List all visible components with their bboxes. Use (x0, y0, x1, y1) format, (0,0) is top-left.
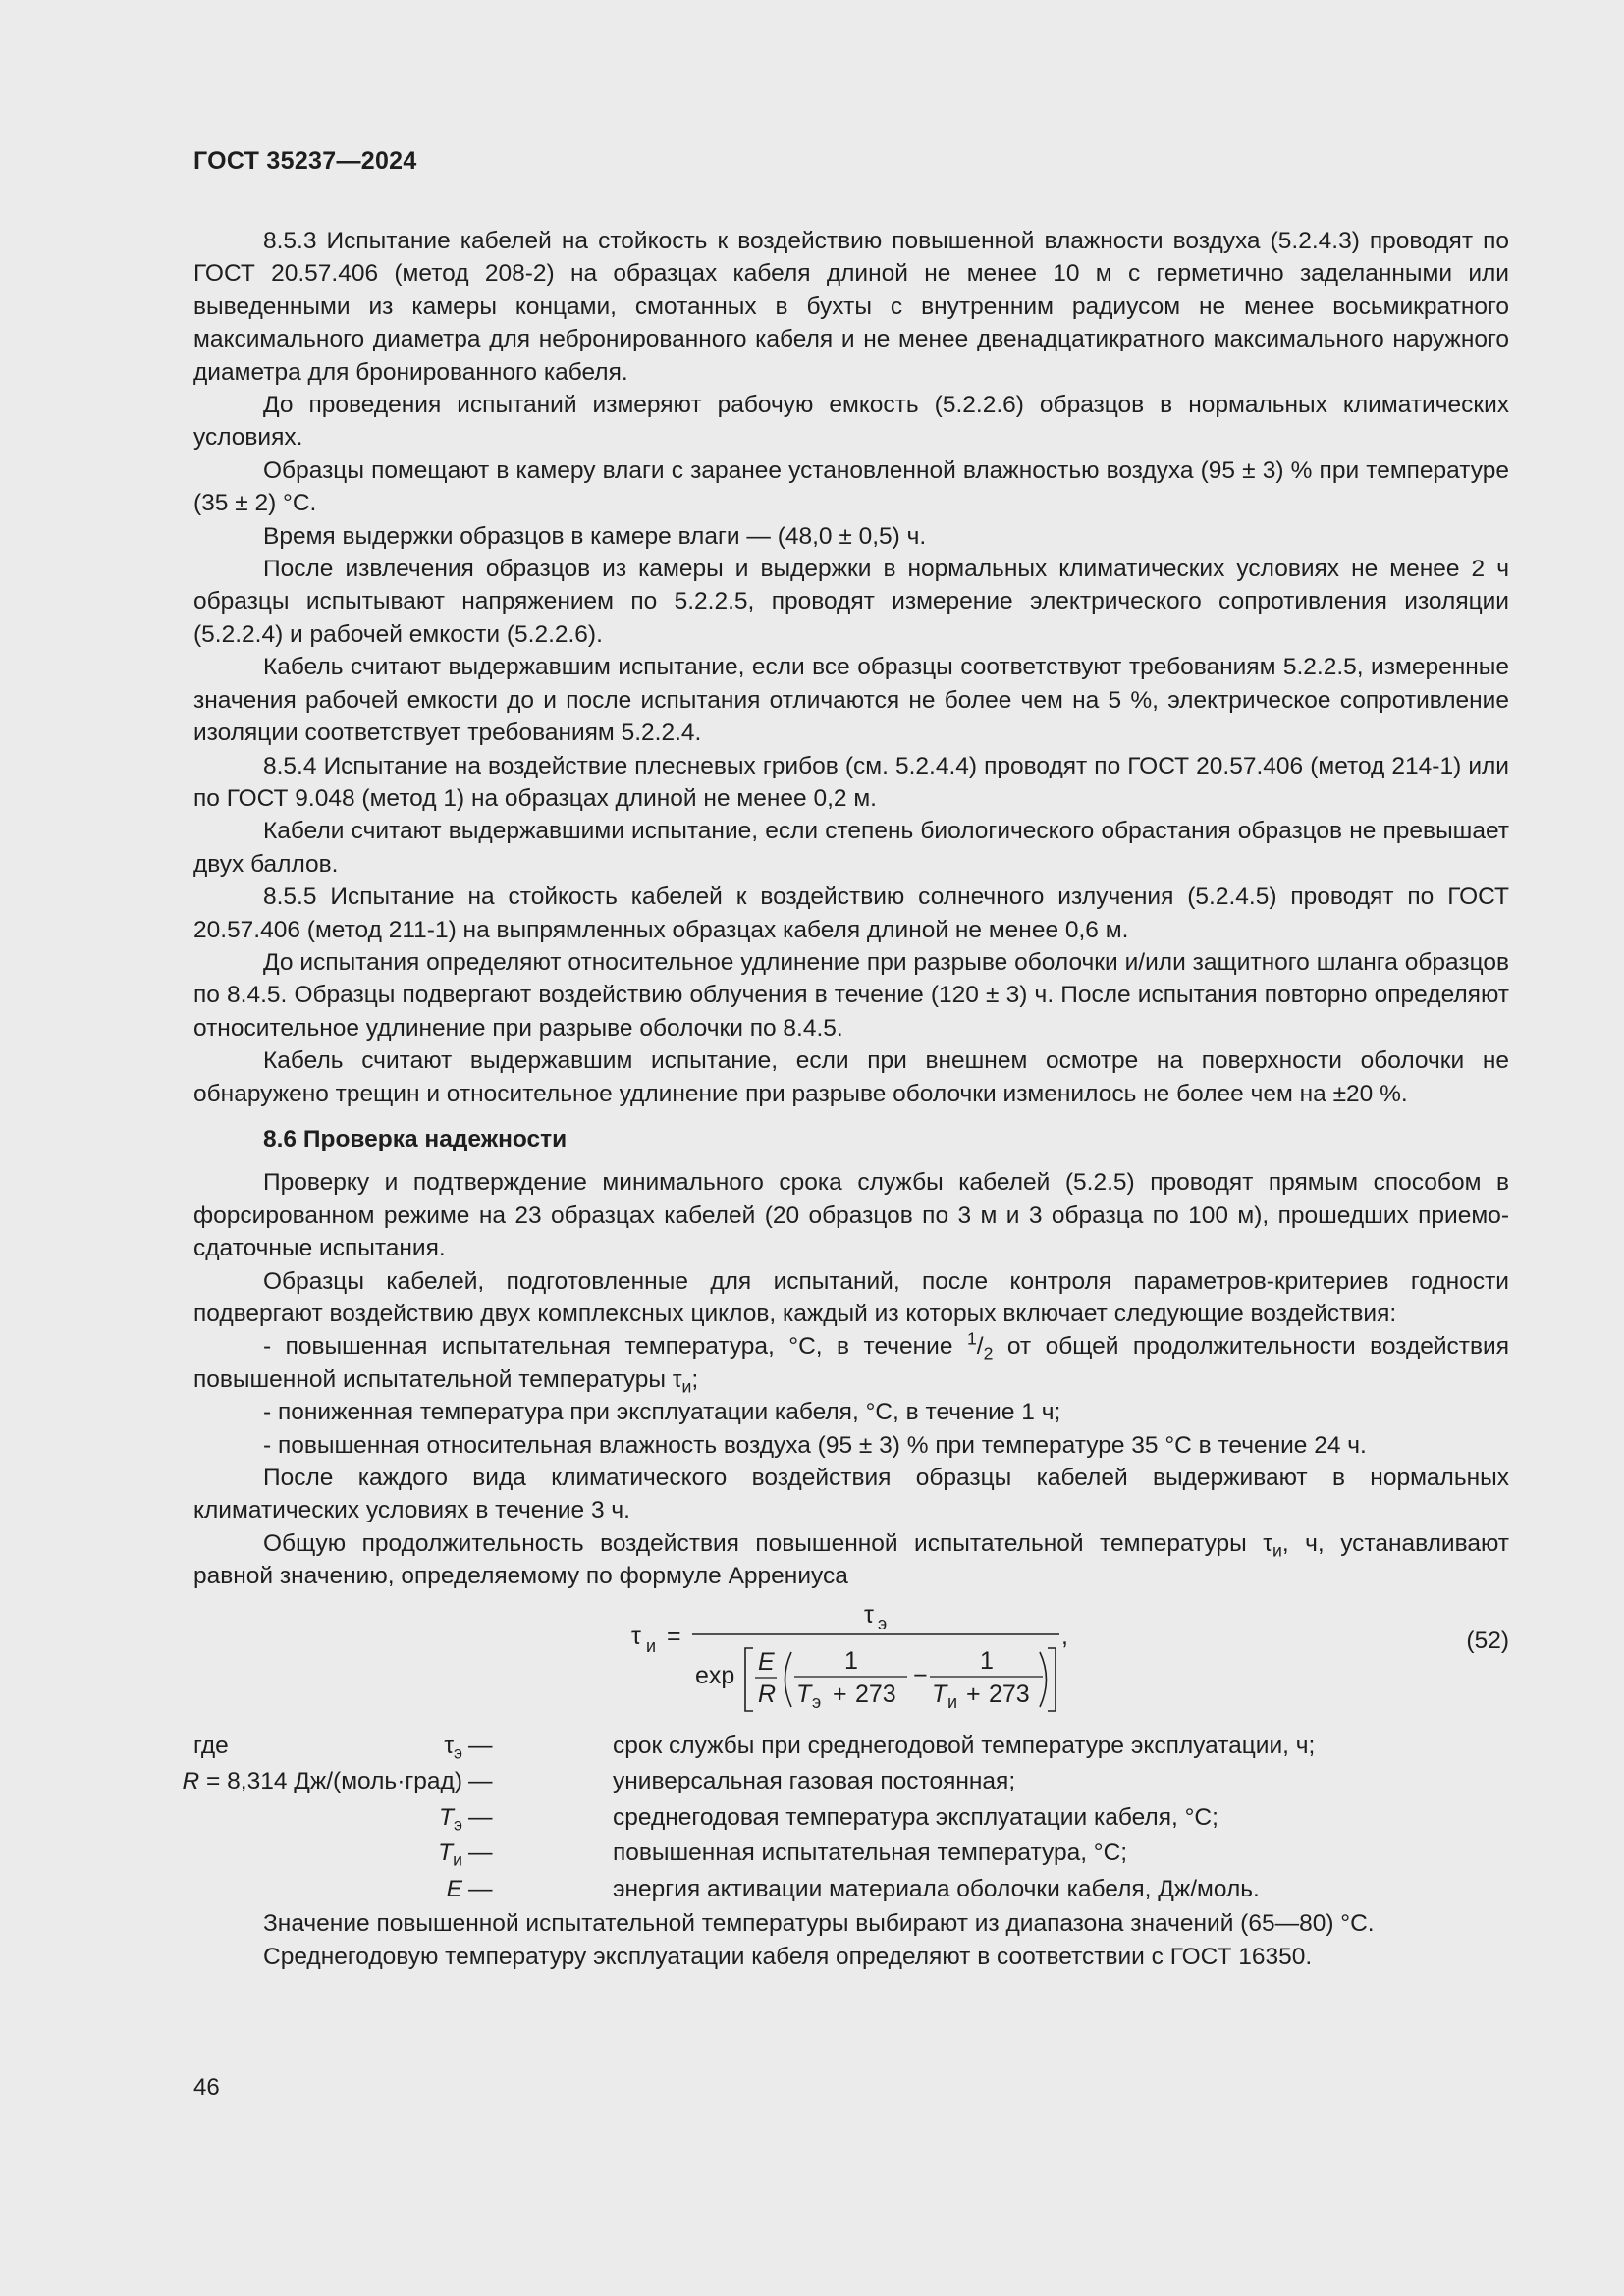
legend-row: E — энергия активации материала оболочки кабеля, Дж/моль. (446, 1875, 1260, 1902)
paragraph: Время выдержки образцов в камере влаги — (48,0 ± 0,5) ч. (263, 522, 927, 550)
paragraph: 8.5.3 Испытание кабелей на стойкость к воздействию повышенной влажности воздуха (5.2.4.3) проводят по ГОСТ 20.57.406 (метод 208-2) на образцах кабеля длиной не менее 10 м с герметично заделанными или выведенными из камеры концами, смотанных в бухты с внутренним радиусом не менее восьмикратного максимального диаметра для небронированного кабеля и не менее двенадцатикратного максимального наружного диаметра для бронированного кабеля. (193, 228, 1509, 386)
svg-text:273: 273 (989, 1680, 1030, 1708)
paragraph: Образцы кабелей, подготовленные для испытаний, после контроля параметров-критериев годности подвергают воздействию двух комплексных циклов, каждый из которых включает следующие воздействия: (193, 1267, 1509, 1327)
svg-text:+: + (966, 1680, 981, 1708)
paragraph: Общую продолжительность воздействия повышенной испытательной температуры $\tau_и$, ч, устанавливают равной значению, определяемому по формуле Аррениуса (193, 1529, 1510, 1590)
svg-text:э: э (812, 1691, 822, 1712)
svg-text:T: T (796, 1680, 812, 1708)
svg-text:,: , (1061, 1622, 1068, 1650)
paragraph: До испытания определяют относительное удлинение при разрыве оболочки и/или защитного шланга образцов по 8.4.5. Образцы подвергают воздействию облучения в течение (120 ± 3) ч. После испытания повторно определяют относительное удлинение при разрыве оболочки по 8.4.5. (193, 948, 1509, 1041)
list-item: - повышенная относительная влажность воздуха (95 ± 3) % при температуре 35 °С в течение 24 ч. (263, 1431, 1367, 1459)
list-item: - повышенная испытательная температура, °С, в течение $^1/_2$ от общей продолжительности воздействия повышенной испытательной температуры $\tau_и$; (193, 1328, 1509, 1397)
svg-text:э: э (878, 1613, 888, 1633)
document-body (182, 225, 1510, 1973)
paragraph: Кабели считают выдержавшими испытание, если степень биологического обрастания образцов не превышает двух баллов. (193, 818, 1509, 878)
svg-text:+: + (833, 1680, 847, 1708)
paragraph: 8.5.4 Испытание на воздействие плесневых грибов (см. 5.2.4.4) проводят по ГОСТ 20.57.406 (метод 214-1) или по ГОСТ 9.048 (метод 1) на образцах длиной не менее 0,2 м. (193, 752, 1509, 812)
paragraph: Образцы помещают в камеру влаги с заранее установленной влажностью воздуха (95 ± 3) % при температуре (35 ± 2) °С. (193, 456, 1509, 517)
paragraph: После извлечения образцов из камеры и выдержки в нормальных климатических условиях не менее 2 ч образцы испытывают напряжением по 5.2.2.5, проводят измерение электрического сопротивления изоляции (5.2.2.4) и рабочей емкости (5.2.2.6). (193, 556, 1509, 648)
legend-row: $T_э$ — среднегодовая температура эксплуатации кабеля, °С; (439, 1803, 1218, 1834)
formula-legend (182, 1729, 1509, 1908)
svg-text:E: E (758, 1647, 775, 1676)
svg-text:=: = (667, 1622, 681, 1650)
svg-text:τ: τ (864, 1600, 874, 1629)
svg-text:exp: exp (695, 1661, 735, 1689)
legend-row: $T_и$ — повышенная испытательная температура, °С; (438, 1840, 1128, 1870)
document-header: ГОСТ 35237—2024 (193, 147, 417, 175)
paragraph: Значение повышенной испытательной температуры выбирают из диапазона значений (65—80) °С. (263, 1910, 1375, 1938)
page-number: 46 (193, 2074, 220, 2101)
svg-text:1: 1 (844, 1646, 858, 1675)
svg-text:273: 273 (855, 1680, 896, 1708)
list-item: - пониженная температура при эксплуатации кабеля, °С, в течение 1 ч; (263, 1399, 1061, 1426)
paragraph: Кабель считают выдержавшим испытание, если при внешнем осмотре на поверхности оболочки не обнаружено трещин и относительное удлинение при разрыве оболочки изменилось не более чем на ±20 %. (193, 1047, 1509, 1107)
svg-text:−: − (913, 1661, 928, 1689)
formula-block (193, 1601, 1509, 1715)
svg-text:1: 1 (980, 1646, 994, 1675)
paragraph: Проверку и подтверждение минимального срока службы кабелей (5.2.5) проводят прямым способом в форсированном режиме на 23 образцах кабелей (20 образцов по 3 м и 3 образца по 100 м), прошедших приемо-сдаточные испытания. (193, 1169, 1509, 1262)
formula-number: (52) (1466, 1627, 1509, 1654)
paragraph: Среднегодовую температуру эксплуатации кабеля определяют в соответствии с ГОСТ 16350. (263, 1943, 1313, 1970)
svg-text:и: и (947, 1691, 958, 1712)
arrhenius-formula (193, 1601, 1509, 1715)
paragraph: Кабель считают выдержавшим испытание, если все образцы соответствуют требованиям 5.2.2.5, измеренные значения рабочей емкости до и после испытания отличаются не более чем на 5 %, электрическое сопротивление изоляции соответствует требованиям 5.2.2.4. (193, 654, 1509, 747)
svg-text:R: R (758, 1680, 777, 1708)
paragraph: До проведения испытаний измеряют рабочую емкость (5.2.2.6) образцов в нормальных климатических условиях. (193, 392, 1509, 452)
legend-row: R = 8,314 Дж/(моль·град) — универсальная газовая постоянная; (182, 1768, 1016, 1795)
paragraph: 8.5.5 Испытание на стойкость кабелей к воздействию солнечного излучения (5.2.4.5) проводят по ГОСТ 20.57.406 (метод 211-1) на выпрямленных образцах кабеля длиной не менее 0,6 м. (193, 883, 1509, 943)
paragraph: После каждого вида климатического воздействия образцы кабелей выдерживают в нормальных климатических условиях в течение 3 ч. (193, 1465, 1509, 1524)
svg-text:τ: τ (631, 1622, 641, 1650)
section-heading: 8.6 Проверка надежности (263, 1125, 568, 1152)
legend-row: где $\tau_э$ — срок службы при среднегодовой температуре эксплуатации, ч; (193, 1732, 1316, 1762)
svg-text:и: и (646, 1635, 657, 1656)
svg-text:T: T (932, 1680, 947, 1708)
